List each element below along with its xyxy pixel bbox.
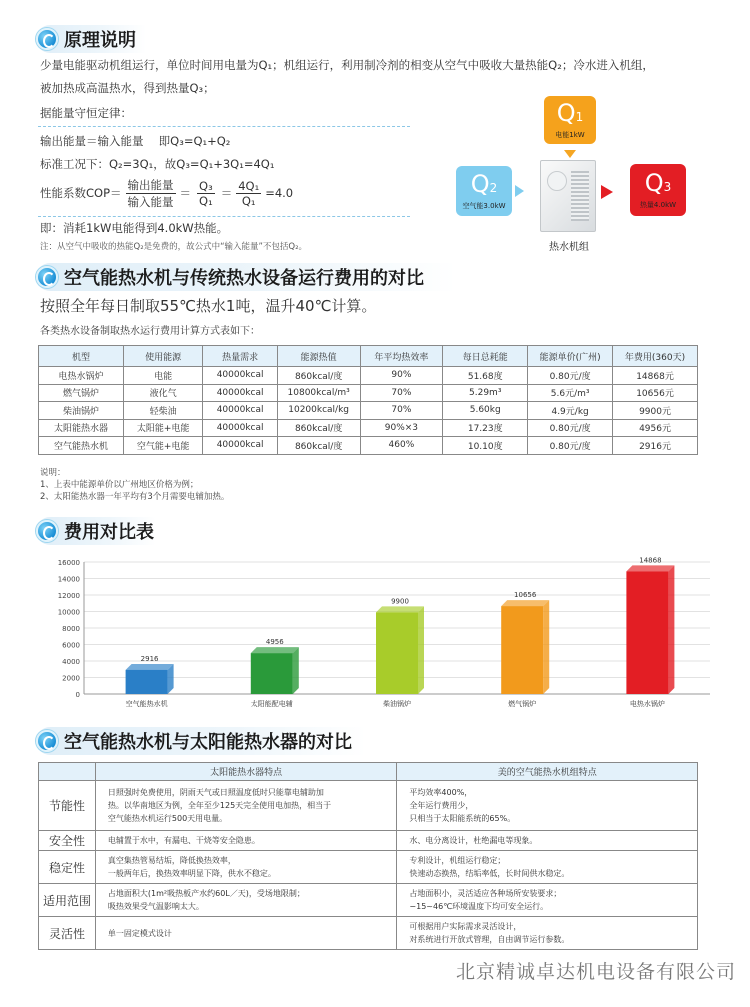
- table-header-row: [39, 763, 698, 781]
- table-row: [39, 884, 698, 917]
- y-tick-label: 12000: [57, 592, 80, 600]
- cost-table: [38, 345, 698, 455]
- y-tick-label: 4000: [62, 658, 80, 666]
- air-cell: [397, 831, 698, 851]
- table-cell: 10656元: [613, 384, 698, 402]
- section-header-chart: [36, 518, 154, 544]
- table-cell: 860kcal/度: [277, 367, 360, 385]
- row-header: 适用范围: [39, 884, 96, 917]
- cop-formula: 性能系数COP＝ 输出能量 输入能量 ＝ Q₃ Q₁ ＝ $\frac{\text{4Q₁}}{\text{Q₁}}$ =4.0: [40, 177, 294, 209]
- x-tick-label: 空气能热水机: [125, 700, 168, 708]
- table-row: [39, 367, 698, 385]
- fraction-3: $\frac{\text{4Q₁}}{\text{Q₁}}$: [238, 178, 260, 208]
- table-cell: 电能: [123, 367, 203, 385]
- y-tick-label: 10000: [57, 608, 80, 617]
- solar-cell: [95, 917, 397, 950]
- equation-1: 输出能量＝输入能量 即Q₃=Q₁+Q₂: [40, 134, 231, 148]
- solar-cell: [95, 831, 397, 851]
- conclusion: 即：消耗1kW电能得到4.0kW热能。: [40, 221, 229, 235]
- column-header: 太阳能热水器特点: [95, 763, 397, 781]
- principle-note: 注：从空气中吸收的热能Q₂是免费的，故公式中“输入能量”不包括Q₂。: [40, 242, 308, 252]
- table-row: [39, 402, 698, 420]
- table-cell: 860kcal/度: [277, 437, 360, 455]
- energy-law: 据能量守恒定律：: [40, 106, 132, 120]
- bar: [501, 606, 543, 694]
- cell-line: 日照强时免费使用，阴雨天气或日照温度低时只能靠电辅助加: [107, 788, 324, 797]
- column-header: 年平均热效率: [360, 346, 443, 367]
- table-cell: 轻柴油: [123, 402, 203, 420]
- data-label: 14868: [639, 556, 662, 565]
- air-cell: [397, 917, 698, 950]
- table-cell: 90%×3: [360, 419, 443, 437]
- table-header-row: [39, 346, 698, 367]
- column-header: 能源热值: [277, 346, 360, 367]
- arrow-right-icon: [601, 185, 613, 199]
- company-name: 北京精诚卓达机电设备有限公司: [455, 961, 736, 983]
- cell-line: 对系统进行开放式管理，自由调节运行参数。: [409, 935, 570, 944]
- table-cell: 柴油锅炉: [39, 402, 124, 420]
- air-cell: [397, 781, 698, 831]
- section-title: 空气能热水机与传统热水设备运行费用的对比: [64, 268, 424, 289]
- cell-line: 真空集热管易结垢，降低换热效率，: [107, 856, 236, 865]
- table-cell: 燃气锅炉: [39, 384, 124, 402]
- divider: [38, 126, 410, 127]
- table-cell: 空气能+电能: [123, 437, 203, 455]
- bullet-circle-icon: [36, 730, 58, 752]
- table-cell: 0.80元/度: [528, 437, 613, 455]
- table-cell: 太阳能热水器: [39, 419, 124, 437]
- cell-line: 单一固定模式设计: [107, 928, 172, 938]
- table-cell: 14868元: [613, 367, 698, 385]
- table-cell: 空气能热水机: [39, 437, 124, 455]
- bar-top: [376, 606, 424, 612]
- cell-line: 占地面积大(1m²吸热板产水约60L／天)，受场地限制；: [107, 889, 305, 898]
- cop-result: =4.0: [265, 186, 294, 200]
- cell-line: 平均效率400%，: [409, 788, 473, 797]
- section-title: 空气能热水机与太阳能热水器的对比: [64, 732, 352, 753]
- column-header: 每日总耗能: [443, 346, 528, 367]
- column-header: [39, 763, 96, 781]
- table-cell: 70%: [360, 384, 443, 402]
- table-cell: 9900元: [613, 402, 698, 420]
- solar-compare-table: [38, 762, 698, 950]
- section-title: 原理说明: [64, 30, 136, 51]
- table-row: [39, 851, 698, 884]
- table-cell: 70%: [360, 402, 443, 420]
- bar: [376, 612, 418, 694]
- bar-side: [293, 647, 299, 694]
- y-tick-label: 0: [75, 691, 80, 699]
- data-label: 4956: [265, 638, 284, 647]
- table-cell: 40000kcal: [203, 367, 277, 385]
- bar-top: [251, 647, 299, 653]
- fraction-1: 输出能量 输入能量: [127, 177, 174, 209]
- table-cell: 5.6元/m³: [528, 384, 613, 402]
- section-header-principle: [36, 26, 136, 52]
- table-cell: 40000kcal: [203, 402, 277, 420]
- cost-headline: 按照全年每日制取55℃热水1吨，温升40℃计算。: [40, 297, 377, 315]
- cell-line: 一般两年后，换热效率明显下降，供水不稳定。: [107, 869, 276, 878]
- row-header: 安全性: [39, 831, 96, 851]
- column-header: 年费用(360天): [613, 346, 698, 367]
- solar-cell: [95, 884, 397, 917]
- table-cell: 0.80元/度: [528, 367, 613, 385]
- q3-box: Q3 热量4.0kW: [630, 164, 686, 216]
- data-label: 10656: [514, 591, 537, 600]
- bullet-circle-icon: [36, 266, 58, 288]
- bullet-circle-icon: [36, 28, 58, 50]
- fraction-2: Q₃ Q₁: [199, 178, 213, 208]
- table-row: [39, 831, 698, 851]
- cost-subline: 各类热水设备制取热水运行费用计算方式表如下：: [40, 326, 260, 337]
- x-tick-label: 电热水锅炉: [629, 700, 665, 708]
- column-header: 能源单价(广州): [528, 346, 613, 367]
- cell-line: 空气能热水机运行500天用电量。: [107, 814, 228, 823]
- equation-2: 标准工况下：Q₂=3Q₁，故Q₃=Q₁+3Q₁=4Q₁: [40, 157, 275, 171]
- table-cell: 17.23度: [443, 419, 528, 437]
- cell-line: 水、电分离设计，杜绝漏电等现象。: [409, 836, 538, 845]
- air-cell: [397, 884, 698, 917]
- table-cell: 40000kcal: [203, 419, 277, 437]
- notes: 说明： 1、上表中能源单价以广州地区价格为例； 2、太阳能热水器一年平均有3个月需要电辅加热。: [40, 468, 230, 502]
- x-tick-label: 燃气锅炉: [508, 700, 537, 708]
- column-header: 机型: [39, 346, 124, 367]
- table-cell: 电热水锅炉: [39, 367, 124, 385]
- data-label: 2916: [140, 654, 159, 663]
- data-label: 9900: [391, 597, 409, 606]
- x-tick-label: 太阳能配电辅: [250, 700, 293, 708]
- arrow-right-icon: [515, 185, 524, 197]
- cell-line: −15~46℃环境温度下均可安全运行。: [409, 902, 549, 911]
- cell-line: 快速动态换热，结垢率低，长时间供水稳定。: [409, 869, 570, 878]
- bar-side: [418, 606, 424, 694]
- divider: [38, 216, 410, 217]
- y-tick-label: 14000: [57, 575, 80, 584]
- table-row: [39, 437, 698, 455]
- cost-bar-chart: [40, 552, 720, 720]
- bar: [126, 670, 168, 694]
- cell-line: 只相当于太阳能系统的65%。: [409, 814, 516, 823]
- table-row: [39, 781, 698, 831]
- table-cell: 2916元: [613, 437, 698, 455]
- principle-line1: 少量电能驱动机组运行，单位时间用电量为Q₁；机组运行，利用制冷剂的相变从空气中吸收大量热能Q₂；冷水进入机组，: [40, 58, 654, 72]
- table-cell: 10.10度: [443, 437, 528, 455]
- cell-line: 热。以华南地区为例，全年至少125天完全使用电加热，相当于: [107, 801, 332, 810]
- bar-top: [626, 565, 674, 571]
- column-header: 使用能源: [123, 346, 203, 367]
- table-cell: 460%: [360, 437, 443, 455]
- table-cell: 0.80元/度: [528, 419, 613, 437]
- y-tick-label: 6000: [62, 641, 80, 650]
- table-cell: 太阳能+电能: [123, 419, 203, 437]
- principle-line2: 被加热成高温热水，得到热量Q₃；: [40, 81, 215, 95]
- section-title: 费用对比表: [64, 522, 154, 543]
- bar: [251, 653, 293, 694]
- cell-line: 电辅置于水中，有漏电、干烧等安全隐患。: [107, 836, 260, 845]
- heat-pump-unit-icon: [540, 160, 596, 232]
- cell-line: 专利设计，机组运行稳定；: [409, 856, 506, 865]
- table-row: [39, 384, 698, 402]
- table-cell: 40000kcal: [203, 384, 277, 402]
- bar-side: [668, 565, 674, 694]
- table-cell: 10800kcal/m³: [277, 384, 360, 402]
- table-cell: 5.29m³: [443, 384, 528, 402]
- cell-line: 可根据用户实际需求灵活设计，: [409, 922, 522, 931]
- arrow-down-icon: [564, 150, 576, 158]
- bar: [626, 571, 668, 694]
- cell-line: 占地面积小，灵活适应各种场所安装要求；: [409, 889, 562, 898]
- table-cell: 51.68度: [443, 367, 528, 385]
- row-header: 稳定性: [39, 851, 96, 884]
- unit-label: 热水机组: [549, 242, 589, 253]
- table-cell: 液化气: [123, 384, 203, 402]
- column-header: 热量需求: [203, 346, 277, 367]
- cell-line: 全年运行费用少，: [409, 801, 474, 810]
- y-tick-label: 2000: [62, 674, 80, 683]
- table-cell: 860kcal/度: [277, 419, 360, 437]
- q1-box: Q1 电能1kW: [544, 96, 596, 144]
- row-header: 灵活性: [39, 917, 96, 950]
- table-row: [39, 419, 698, 437]
- y-tick-label: 16000: [57, 559, 80, 567]
- cop-label: 性能系数COP＝: [40, 186, 122, 200]
- table-cell: 4956元: [613, 419, 698, 437]
- bar-top: [501, 600, 549, 606]
- solar-cell: [95, 781, 397, 831]
- row-header: 节能性: [39, 781, 96, 831]
- column-header: 美的空气能热水机组特点: [397, 763, 698, 781]
- section-header-solar: [36, 728, 352, 754]
- table-cell: 90%: [360, 367, 443, 385]
- air-cell: [397, 851, 698, 884]
- x-tick-label: 柴油锅炉: [383, 700, 411, 708]
- y-tick-label: 8000: [62, 625, 80, 633]
- table-row: [39, 917, 698, 950]
- bar-side: [543, 600, 549, 694]
- table-cell: 40000kcal: [203, 437, 277, 455]
- table-cell: 5.60kg: [443, 402, 528, 420]
- q2-box: Q2 空气能3.0kW: [456, 166, 512, 216]
- bar-top: [126, 664, 174, 670]
- table-cell: 4.9元/kg: [528, 402, 613, 420]
- section-header-cost: [36, 264, 424, 290]
- solar-cell: [95, 851, 397, 884]
- table-cell: 10200kcal/kg: [277, 402, 360, 420]
- cell-line: 吸热效果受气温影响太大。: [107, 902, 204, 911]
- bullet-circle-icon: [36, 520, 58, 542]
